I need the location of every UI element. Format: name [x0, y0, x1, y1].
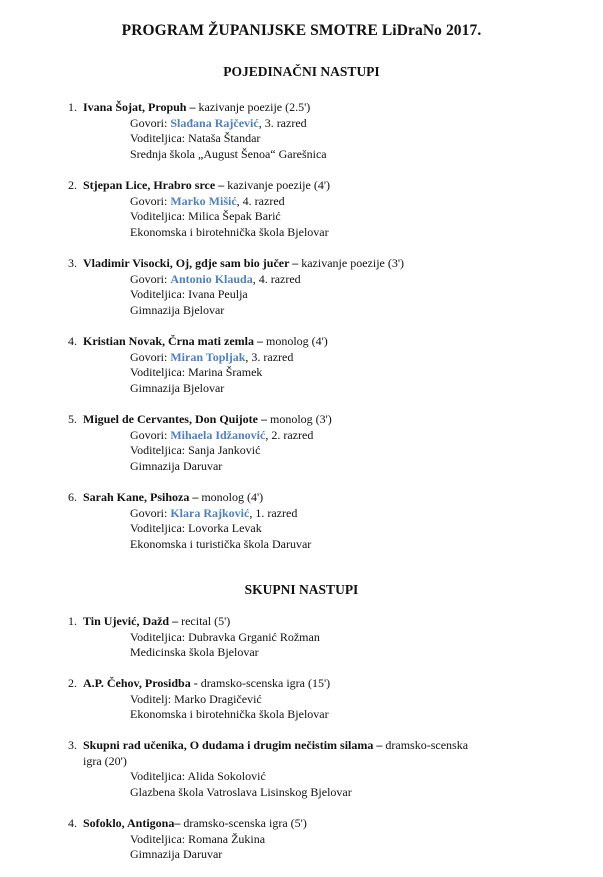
item-title: Stjepan Lice, Hrabro srce – — [83, 178, 225, 192]
school-line: Gimnazija Daruvar — [130, 847, 223, 861]
speaker-line — [68, 350, 588, 366]
speaker-name: Mihaela Idžanović — [170, 427, 266, 442]
mentor-line: Voditeljica: Sanja Janković — [130, 443, 261, 457]
item-number: 1. — [68, 100, 77, 114]
speaker-label: Govori: — [130, 115, 168, 130]
item-number: 2. — [68, 178, 77, 192]
list-item — [68, 334, 588, 396]
speaker-line — [68, 428, 588, 444]
section-heading-individual: POJEDINAČNI NASTUPI — [223, 64, 380, 79]
mentor-line: Voditelj: Marko Dragičević — [130, 691, 262, 706]
item-head — [68, 490, 588, 506]
speaker-grade: , 4. razred — [252, 271, 301, 286]
speaker-name: Marko Mišić — [170, 193, 237, 208]
list-item — [68, 490, 588, 552]
item-head — [68, 178, 588, 194]
section-heading-group: SKUPNI NASTUPI — [244, 582, 359, 597]
item-description: dramsko-scenska — [385, 738, 469, 752]
item-description: monolog (4') — [201, 490, 264, 504]
item-number: 3. — [68, 256, 77, 270]
speaker-name: Antonio Klauda — [170, 271, 253, 286]
item-title: Skupni rad učenika, O dudama i drugim nečistim silama – — [83, 738, 383, 752]
item-title: Tin Ujević, Dažd – — [83, 614, 179, 628]
item-head — [68, 100, 588, 116]
school-line: Ekonomska i turistička škola Daruvar — [130, 536, 312, 551]
item-head — [68, 412, 588, 428]
document-title: PROGRAM ŽUPANIJSKE SMOTRE LiDraNo 2017. — [121, 22, 482, 39]
speaker-grade: , 3. razred — [245, 349, 294, 364]
speaker-line — [68, 194, 588, 210]
speaker-grade: , 2. razred — [265, 427, 314, 442]
item-description: kazivanje poezije (4') — [227, 178, 330, 192]
school-line: Gimnazija Daruvar — [130, 458, 223, 473]
list-item — [68, 614, 588, 661]
mentor-line: Voditeljica: Lovorka Levak — [130, 521, 262, 535]
speaker-line — [68, 116, 588, 132]
speaker-grade: , 3. razred — [258, 115, 307, 130]
school-line: Gimnazija Bjelovar — [130, 380, 225, 395]
speaker-name: Klara Rajković — [170, 505, 250, 520]
item-description: monolog (4') — [265, 334, 328, 348]
mentor-line: Voditeljica: Ivana Peulja — [130, 287, 248, 301]
school-line: Ekonomska i birotehnička škola Bjelovar — [130, 707, 329, 721]
item-description-continued: igra (20') — [83, 753, 127, 768]
speaker-line — [68, 272, 588, 288]
item-title: A.P. Čehov, Prosidba - — [83, 676, 198, 690]
item-head — [68, 738, 588, 754]
item-head — [68, 256, 588, 272]
speaker-grade: , 4. razred — [236, 193, 285, 208]
item-description: kazivanje poezije (2.5') — [198, 100, 311, 114]
item-title: Kristian Novak, Črna mati zemla – — [83, 334, 263, 348]
item-head — [68, 676, 588, 692]
item-number: 2. — [68, 676, 77, 690]
school-line: Medicinska škola Bjelovar — [130, 645, 259, 659]
item-number: 3. — [68, 738, 77, 752]
item-title: Miguel de Cervantes, Don Quijote – — [83, 412, 267, 426]
mentor-line: Voditeljica: Nataša Štandar — [130, 131, 261, 145]
item-number: 4. — [68, 816, 77, 830]
speaker-line — [68, 506, 588, 522]
mentor-line: Voditeljica: Romana Žukina — [130, 831, 266, 846]
item-number: 6. — [68, 490, 77, 504]
school-line: Srednja škola „August Šenoa“ Garešnica — [130, 146, 327, 161]
list-item — [68, 676, 588, 723]
item-title: Vladimir Visocki, Oj, gdje sam bio jučer – — [83, 256, 299, 270]
speaker-label: Govori: — [130, 271, 168, 286]
speaker-name: Slađana Rajčević — [170, 115, 259, 130]
item-description: recital (5') — [181, 614, 231, 628]
speaker-label: Govori: — [130, 427, 168, 442]
speaker-name: Miran Topljak — [170, 349, 246, 364]
item-title: Ivana Šojat, Propuh – — [83, 100, 196, 114]
item-head — [68, 334, 588, 350]
item-title: Sarah Kane, Psihoza – — [83, 490, 199, 504]
speaker-grade: , 1. razred — [249, 505, 298, 520]
list-item — [68, 100, 588, 162]
mentor-line: Voditeljica: Dubravka Grganić Rožman — [130, 629, 320, 644]
item-description: kazivanje poezije (3') — [301, 256, 405, 270]
mentor-line: Voditeljica: Marina Šramek — [130, 365, 263, 379]
list-item — [68, 816, 588, 863]
item-number: 1. — [68, 614, 77, 628]
item-number: 4. — [68, 334, 77, 348]
item-number: 5. — [68, 412, 77, 426]
school-line: Gimnazija Bjelovar — [130, 302, 225, 317]
item-description: monolog (3') — [269, 412, 332, 426]
speaker-label: Govori: — [130, 505, 168, 520]
item-title: Sofoklo, Antigona– — [83, 816, 181, 830]
school-line: Ekonomska i birotehnička škola Bjelovar — [130, 224, 329, 239]
speaker-label: Govori: — [130, 349, 168, 364]
list-item — [68, 412, 588, 474]
item-head — [68, 816, 588, 832]
item-head — [68, 614, 588, 630]
item-description: dramsko-scenska igra (5') — [183, 816, 307, 830]
school-line: Glazbena škola Vatroslava Lisinskog Bjelovar — [130, 784, 352, 799]
list-item — [68, 178, 588, 240]
mentor-line: Voditeljica: Alida Sokolović — [130, 769, 266, 783]
list-item — [68, 738, 588, 800]
item-description: dramsko-scenska igra (15') — [200, 676, 331, 690]
list-item — [68, 256, 588, 318]
mentor-line: Voditeljica: Milica Šepak Barić — [130, 209, 281, 223]
speaker-label: Govori: — [130, 193, 168, 208]
